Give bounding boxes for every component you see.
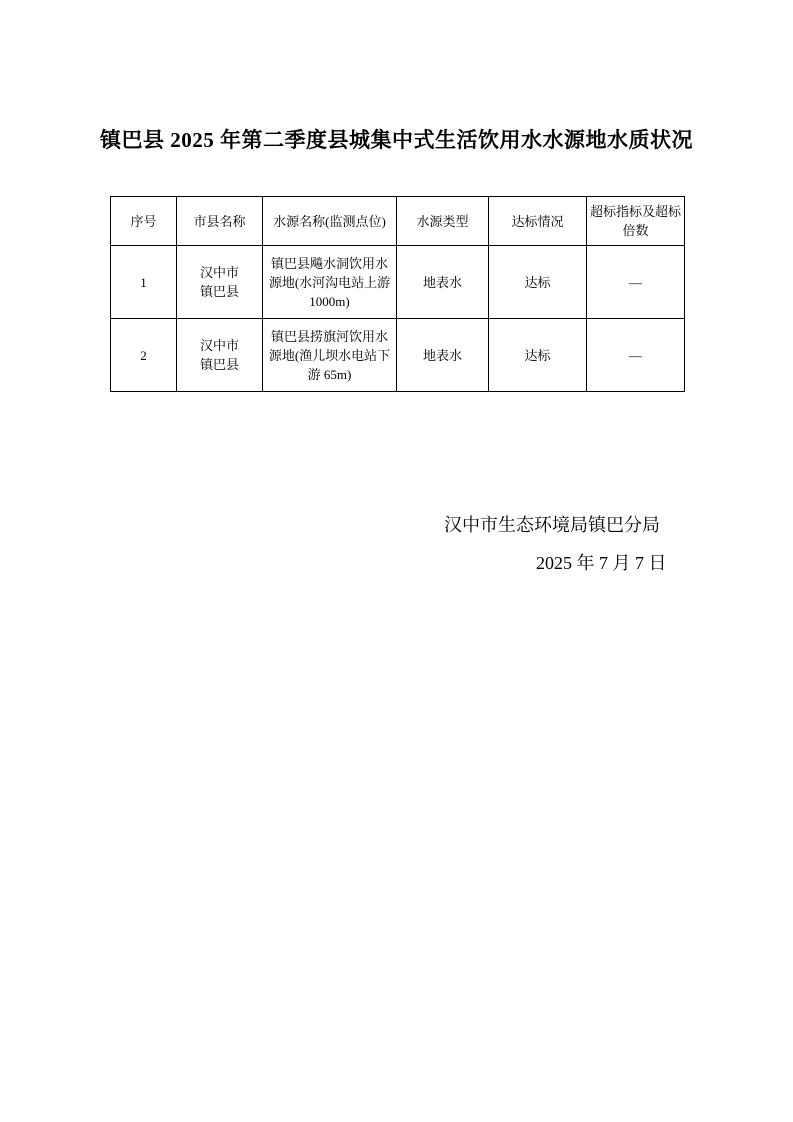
cell-source-name: 镇巴县飚水洞饮用水源地(水河沟电站上游 1000m) (263, 246, 397, 319)
column-header-city: 市县名称 (177, 197, 263, 246)
table-row (111, 246, 685, 319)
cell-no: 2 (111, 319, 177, 392)
cell-city (177, 246, 263, 319)
table-header-row (111, 197, 685, 246)
cell-city-line1: 汉中市 (199, 265, 239, 280)
cell-exceed: — (587, 246, 685, 319)
cell-status: 达标 (489, 319, 587, 392)
column-header-no: 序号 (111, 197, 177, 246)
column-header-source-name: 水源名称(监测点位) (263, 197, 397, 246)
cell-city-line2: 镇巴县 (199, 284, 239, 299)
cell-no: 1 (111, 246, 177, 319)
issue-date: 2025 年 7 月 7 日 (536, 553, 667, 573)
cell-city-line1: 汉中市 (199, 338, 239, 353)
column-header-status: 达标情况 (489, 197, 587, 246)
cell-source-type: 地表水 (397, 246, 489, 319)
cell-city-line2: 镇巴县 (199, 357, 239, 372)
water-quality-table (110, 196, 685, 392)
cell-source-type: 地表水 (397, 319, 489, 392)
table-row (111, 319, 685, 392)
cell-status: 达标 (489, 246, 587, 319)
column-header-source-type: 水源类型 (397, 197, 489, 246)
column-header-exceed: 超标指标及超标倍数 (587, 197, 685, 246)
cell-city (177, 319, 263, 392)
page-title: 镇巴县 2025 年第二季度县城集中式生活饮用水水源地水质状况 (100, 128, 693, 152)
cell-exceed: — (587, 319, 685, 392)
cell-source-name: 镇巴县捞旗河饮用水源地(渔儿坝水电站下游 65m) (263, 319, 397, 392)
issuing-authority: 汉中市生态环境局镇巴分局 (444, 515, 660, 535)
